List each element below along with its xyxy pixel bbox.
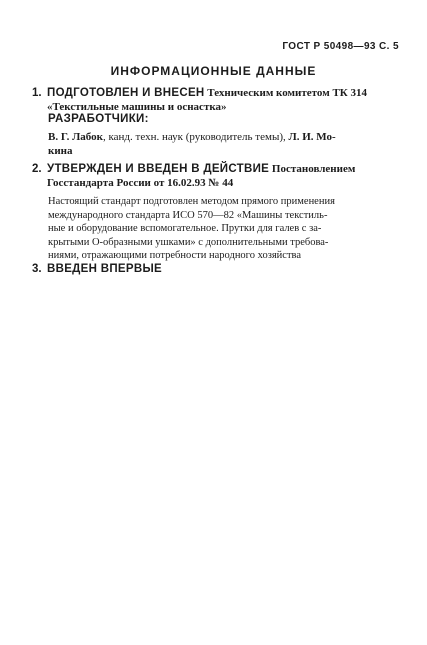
- developer-credentials: , канд. техн. наук (руководитель темы),: [102, 131, 289, 143]
- section-3: [32, 262, 402, 276]
- standard-note-paragraph: [48, 195, 402, 263]
- section-1-number: 1.: [32, 87, 42, 99]
- developer-name-1: В. Г. Лабок: [48, 131, 103, 143]
- page-header-standard-ref: ГОСТ Р 50498—93 С. 5: [282, 41, 399, 52]
- section-3-body: [47, 262, 402, 276]
- section-3-heading: ВВЕДЕН ВПЕРВЫЕ: [47, 263, 162, 275]
- section-1-text-line1: Техническим комитетом ТК 314: [204, 87, 368, 99]
- paragraph-line-5: ниями, отражающими потребности народного хозяйства: [48, 250, 302, 261]
- developer-name-2-part2: кина: [48, 145, 73, 157]
- section-1-heading: ПОДГОТОВЛЕН И ВНЕСЕН: [47, 87, 205, 99]
- section-2-body: [47, 162, 402, 190]
- section-2: [32, 162, 402, 190]
- developer-name-2-part1: Л. И. Мо-: [288, 131, 336, 143]
- section-1: [32, 86, 402, 114]
- section-3-number: 3.: [32, 263, 42, 275]
- paragraph-line-1: Настоящий стандарт подготовлен методом прямого применения: [48, 196, 335, 207]
- paragraph-line-3: ные и оборудование вспомогательное. Прутки для галев с за-: [48, 223, 322, 234]
- section-1-text-line2: «Текстильные машины и оснастка»: [47, 101, 227, 113]
- developers-heading: РАЗРАБОТЧИКИ:: [48, 113, 149, 125]
- developers-list: [48, 130, 402, 158]
- paragraph-line-2: международного стандарта ИСО 570—82 «Машины текстиль-: [48, 209, 328, 221]
- paragraph-line-4: крытыми О-образными ушками» с дополнительными требова-: [48, 236, 329, 248]
- section-2-text-line1: Постановлением: [269, 163, 356, 175]
- document-title: ИНФОРМАЦИОННЫЕ ДАННЫЕ: [110, 64, 317, 78]
- section-1-body: [47, 86, 402, 114]
- section-2-text-line2: Госстандарта России от 16.02.93 № 44: [47, 177, 234, 189]
- section-2-number: 2.: [32, 163, 42, 175]
- section-2-heading: УТВЕРЖДЕН И ВВЕДЕН В ДЕЙСТВИЕ: [47, 163, 270, 175]
